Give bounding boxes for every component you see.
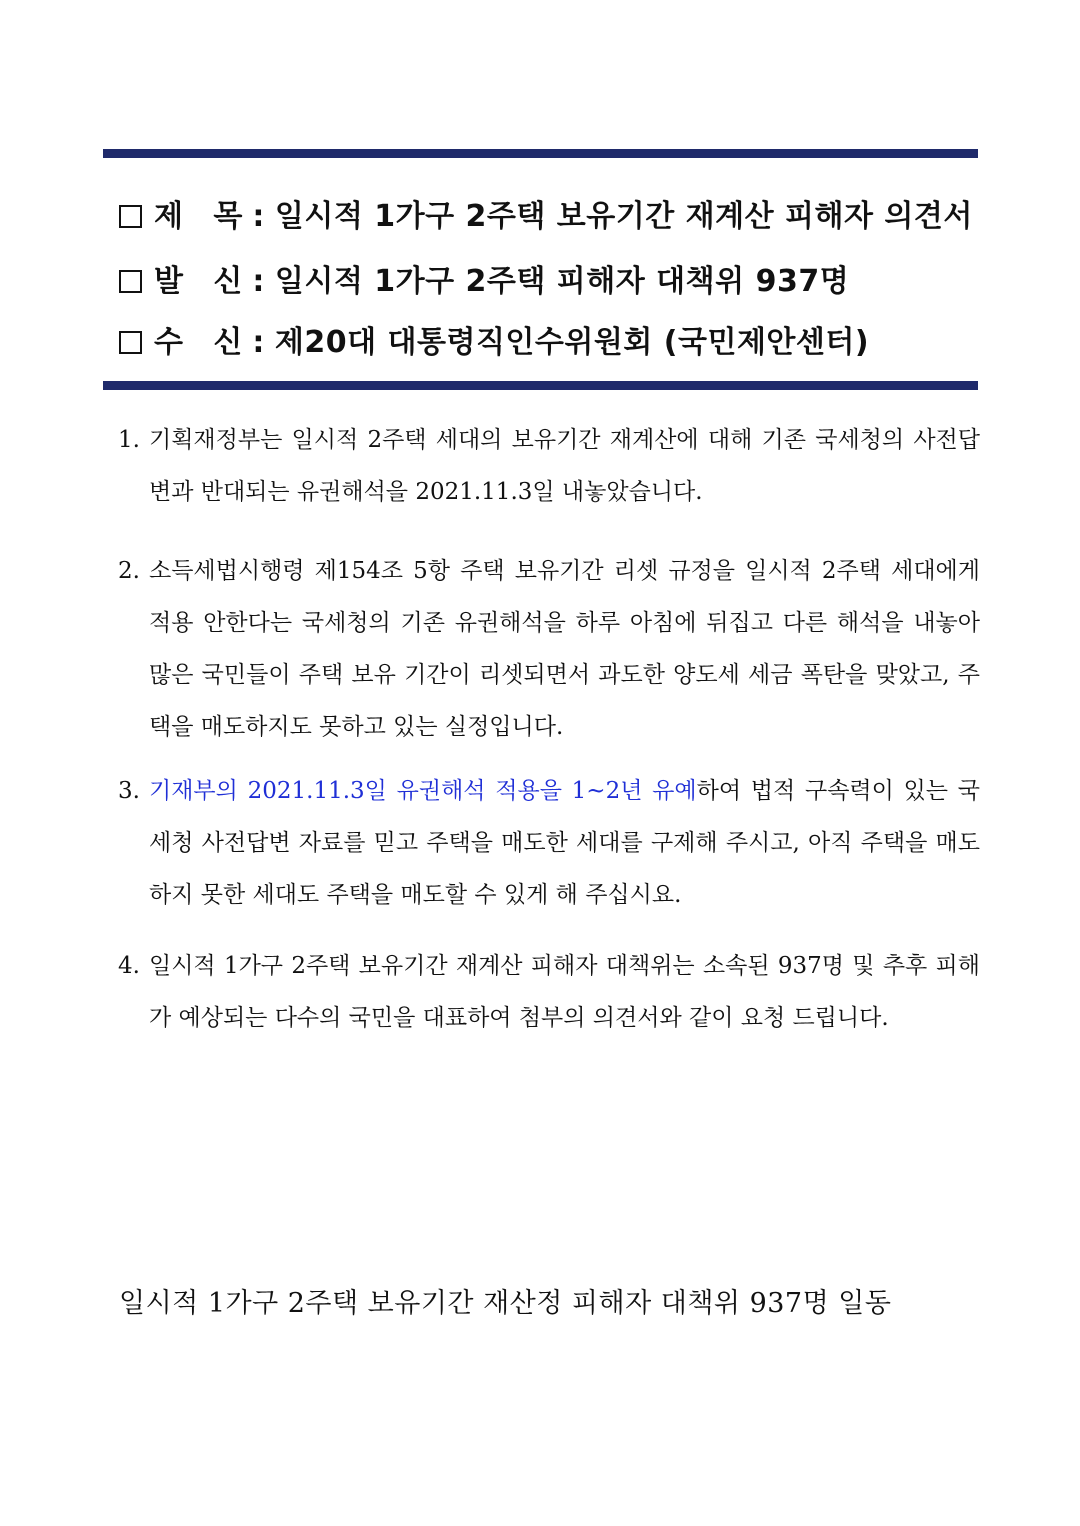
item-number: 1. bbox=[118, 427, 140, 453]
item-number: 4. bbox=[118, 953, 140, 979]
header-sender: 발 신: 일시적 1가구 2주택 피해자 대책위 937명 bbox=[119, 262, 999, 302]
checkbox-square-icon bbox=[119, 205, 142, 228]
item-text: 일시적 1가구 2주택 보유기간 재계산 피해자 대책위는 소속된 937명 및 추후 피해가 예상되는 다수의 국민을 대표하여 첨부의 의견서와 같이 요청 드립니다. bbox=[149, 953, 980, 1031]
top-divider-rule bbox=[103, 149, 978, 158]
sender-value: 일시적 1가구 2주택 피해자 대책위 937명 bbox=[274, 264, 850, 299]
signature-line: 일시적 1가구 2주택 보유기간 재산정 피해자 대책위 937명 일동 bbox=[119, 1288, 892, 1319]
subject-label: 제 목 bbox=[154, 199, 253, 234]
item-body bbox=[149, 765, 980, 921]
header-recipient: 수 신: 제20대 대통령직인수위원회 (국민제안센터) bbox=[119, 323, 999, 363]
recipient-label: 수 신 bbox=[154, 325, 253, 360]
checkbox-square-icon bbox=[119, 331, 142, 354]
item-text: 소득세법시행령 제154조 5항 주택 보유기간 리셋 규정을 일시적 2주택 세대에게 적용 안한다는 국세청의 기존 유권해석을 하루 아침에 뒤집고 다른 해석을 내놓아 많은 국민들이 주택 보유 기간이 리셋되면서 과도한 양도세 세금 폭탄을 맞았고, 주택을 매도하지도 못하고 있는 실정입니다. bbox=[149, 558, 980, 740]
item-number: 2. bbox=[118, 558, 140, 584]
list-item bbox=[118, 765, 980, 921]
header-subject: 제 목: 일시적 1가구 2주택 보유기간 재계산 피해자 의견서 bbox=[119, 197, 999, 237]
bottom-divider-rule bbox=[103, 381, 978, 390]
highlighted-text: 기재부의 2021.11.3일 유권해석 적용을 1~2년 유예 bbox=[149, 778, 697, 804]
list-item bbox=[118, 414, 980, 518]
item-text: 기획재정부는 일시적 2주택 세대의 보유기간 재계산에 대해 기존 국세청의 사전답변과 반대되는 유권해석을 2021.11.3일 내놓았습니다. bbox=[149, 427, 980, 505]
recipient-value: 제20대 대통령직인수위원회 (국민제안센터) bbox=[274, 325, 870, 360]
sender-label: 발 신 bbox=[154, 264, 253, 299]
item-text: 하여 법적 구속력이 있는 국세청 사전답변 자료를 믿고 주택을 매도한 세대를 구제해 주시고, 아직 주택을 매도하지 못한 세대도 주택을 매도할 수 있게 해 주십시요. bbox=[149, 778, 980, 908]
checkbox-square-icon bbox=[119, 270, 142, 293]
item-number: 3. bbox=[118, 778, 140, 804]
list-item bbox=[118, 545, 980, 753]
subject-value: 일시적 1가구 2주택 보유기간 재계산 피해자 의견서 bbox=[274, 199, 973, 234]
list-item bbox=[118, 940, 980, 1044]
